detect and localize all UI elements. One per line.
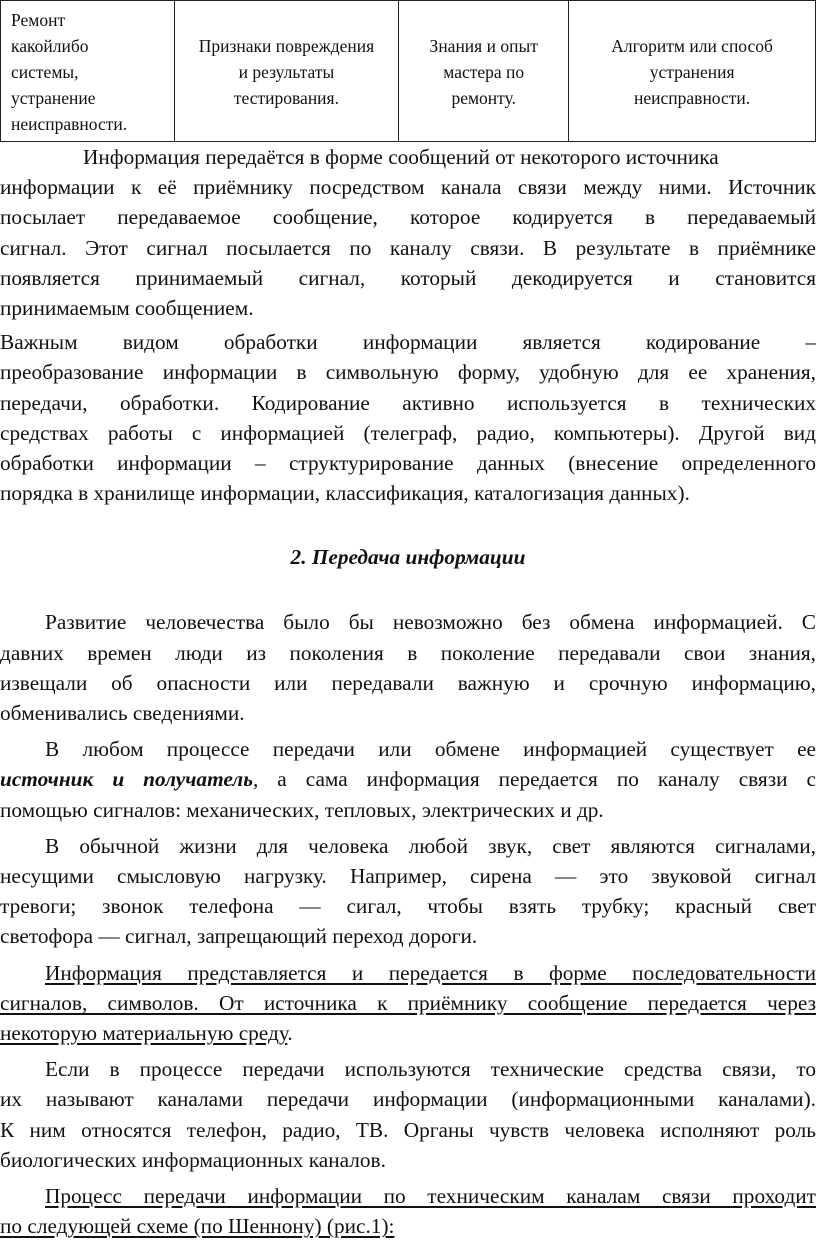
text-line: информации к её приёмнику посредством канала связи между ними. Источник (0, 175, 816, 200)
cell-text: Алгоритм или способ (611, 36, 773, 56)
underlined-text: по следующей схеме (по Шеннону) (рис.1): (0, 1214, 395, 1239)
text-line: биологических информационных каналов. (0, 1147, 386, 1172)
paragraph-source-receiver (0, 142, 816, 323)
text-line: В обычной жизни для человека любой звук, свет являются сигналами, (45, 833, 816, 858)
underlined-text: Информация представляется и передается в форме последовательности (45, 960, 816, 985)
paragraph-exchange (0, 607, 816, 728)
paragraph-channels (0, 1054, 816, 1175)
cell-text: устранение (11, 88, 96, 108)
document-body (0, 142, 816, 1242)
table-row (1, 1, 816, 142)
text-line: Важным видом обработки информации является кодирование – (0, 330, 816, 355)
text-line: давних времен люди из поколения в поколение передавали свои знания, (0, 640, 816, 665)
text-line (0, 1181, 816, 1211)
cell-text: тестирования. (233, 88, 339, 108)
table-cell-repair (1, 1, 175, 142)
paragraph-coding (0, 327, 816, 508)
text-line: появляется принимаемый сигнал, который декодируется и становится (0, 265, 816, 290)
repair-table (0, 0, 816, 142)
text-line: Развитие человечества было бы невозможно без обмена информацией. С (45, 610, 816, 635)
cell-text: какойлибо (11, 36, 89, 56)
table-cell-symptoms (174, 1, 399, 142)
text-line (0, 764, 816, 794)
paragraph-shannon-scheme (0, 1181, 816, 1241)
cell-text: ремонту. (451, 88, 516, 108)
cell-text: устранения (649, 62, 735, 82)
text-line: обменивались сведениями. (0, 701, 245, 726)
text-line (0, 958, 816, 988)
text-line: их называют каналами передачи информации (информационными каналами). (0, 1087, 816, 1112)
cell-text: Знания и опыт (429, 36, 538, 56)
text-fragment: , а сама информация передается по каналу связи с (252, 767, 816, 792)
text-line: помощью сигналов: механических, тепловых, электрических и др. (0, 797, 604, 822)
text-line: извещали об опасности или передавали важную и срочную информацию, (0, 670, 816, 695)
text-line: обработки информации – структурирование данных (внесение определенного (0, 451, 816, 476)
text-line: передачи, обработки. Кодирование активно используется в технических (0, 390, 816, 415)
text-line: средствах работы с информацией (телеграф, радио, компьютеры). Другой вид (0, 420, 816, 445)
text-line: порядка в хранилище информации, классификация, каталогизация данных). (0, 481, 690, 506)
text-line: тревоги; звонок телефона — сигал, чтобы взять трубку; красный свет (0, 894, 816, 919)
cell-text: Ремонт (11, 10, 66, 30)
cell-text: неисправности. (634, 88, 751, 108)
text-line: Информация передаётся в форме сообщений от некоторого источника (83, 145, 719, 169)
cell-text: неисправности. (11, 114, 128, 134)
text-fragment: . (287, 1021, 293, 1046)
paragraph-source-and-receiver (0, 734, 816, 825)
text-line: К ним относятся телефон, радио, ТВ. Органы чувств человека исполняют роль (0, 1117, 816, 1142)
cell-text: Признаки повреждения (198, 36, 375, 56)
emphasis-text: источник и получатель (0, 767, 253, 792)
paragraph-underlined-definition (0, 958, 816, 1049)
text-line: сигнал. Этот сигнал посылается по каналу связи. В результате в приёмнике (0, 235, 816, 260)
text-line (0, 1018, 816, 1048)
cell-text: системы, (11, 62, 79, 82)
text-line: посылает передаваемое сообщение, которое кодируется в передаваемый (0, 205, 816, 230)
text-line: преобразование информации в символьную форму, удобную для ее хранения, (0, 360, 816, 385)
underlined-text: сигналов, символов. От источника к приёмнику сообщение передается через (0, 990, 816, 1015)
cell-text: мастера по (443, 62, 525, 82)
text-line (0, 988, 816, 1018)
text-line: Если в процессе передачи используются технические средства связи, то (45, 1057, 816, 1082)
section-heading: 2. Передача информации (290, 545, 526, 570)
text-line: В любом процессе передачи или обмене информацией существует ее (45, 737, 816, 762)
table-cell-algorithm (569, 1, 816, 142)
underlined-text: некоторую материальную среду (0, 1021, 288, 1046)
underlined-text: Процесс передачи информации по техническим каналам связи проходит (45, 1184, 816, 1209)
text-line: светофора — сигнал, запрещающий переход дороги. (0, 924, 478, 949)
paragraph-signals (0, 831, 816, 952)
text-line (0, 1211, 816, 1241)
text-line: несущими смысловую нагрузку. Например, сирена — это звуковой сигнал (0, 864, 816, 889)
text-line: принимаемым сообщением. (0, 296, 254, 321)
cell-text: и результаты (238, 62, 335, 82)
table-cell-knowledge (399, 1, 569, 142)
